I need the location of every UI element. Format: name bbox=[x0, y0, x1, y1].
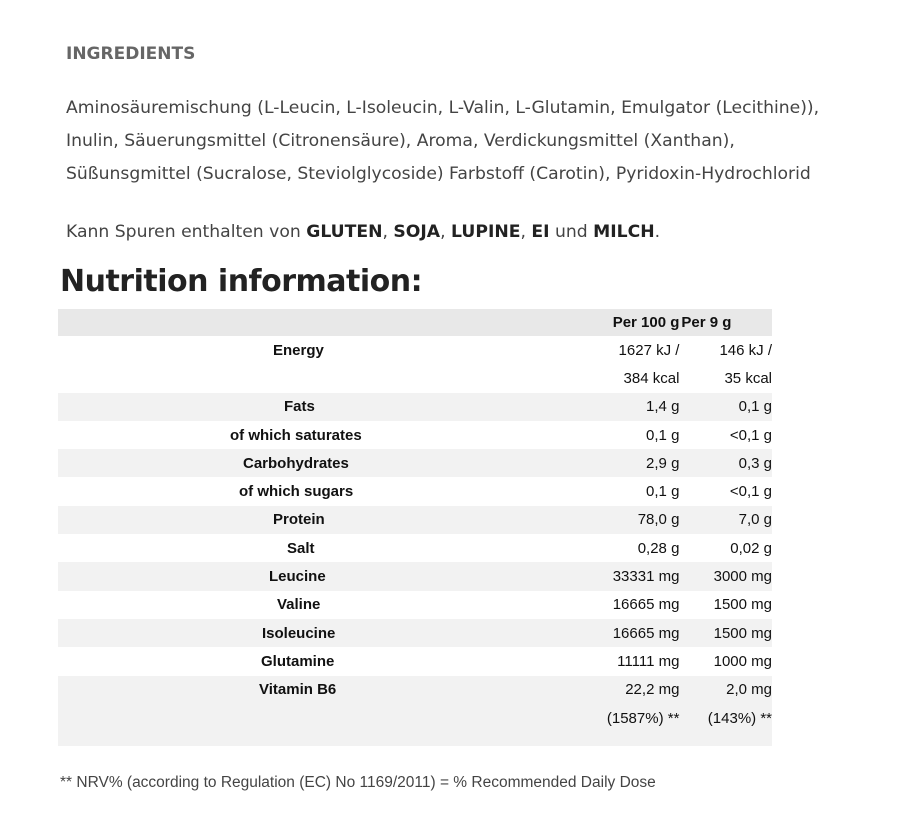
separator: , bbox=[440, 222, 452, 242]
value-per9: 3000 mg bbox=[679, 562, 772, 590]
value-per100: 1,4 g bbox=[607, 393, 680, 421]
table-row bbox=[58, 676, 772, 704]
nutrient-name: of which sugars bbox=[239, 483, 354, 501]
nutrient-name: Isoleucine bbox=[58, 619, 607, 647]
value-per9: 1500 mg bbox=[713, 596, 772, 614]
nutrient-name: Protein bbox=[58, 506, 607, 534]
table-row bbox=[58, 704, 772, 732]
value-per100: 0,28 g bbox=[637, 539, 680, 557]
allergen-soja: SOJA bbox=[393, 222, 441, 242]
value-per100: (1587%) ** bbox=[607, 704, 680, 732]
table-row bbox=[58, 336, 772, 364]
table-row bbox=[58, 364, 772, 392]
table-bottom-padding bbox=[58, 732, 772, 746]
value-per9: 0,3 g bbox=[679, 449, 772, 477]
value-per9: (143%) ** bbox=[679, 704, 772, 732]
separator: , bbox=[382, 222, 394, 242]
value-per9: <0,1 g bbox=[729, 483, 772, 501]
value-per9: 146 kJ / bbox=[719, 341, 772, 359]
value-per100: 0,1 g bbox=[646, 483, 680, 501]
header-blank bbox=[58, 309, 607, 336]
table-row bbox=[58, 647, 772, 675]
value-per100: 11111 mg bbox=[617, 652, 680, 670]
header-per100: Per 100 g bbox=[607, 309, 680, 336]
nrv-footnote: ** NRV% (according to Regulation (EC) No 1169/2011) = % Recommended Daily Dose bbox=[60, 774, 656, 791]
table-row bbox=[58, 534, 772, 562]
nutrient-name: Carbohydrates bbox=[58, 449, 607, 477]
nutrient-name: of which saturates bbox=[230, 426, 362, 444]
table-row bbox=[58, 393, 772, 421]
nutrient-name: Valine bbox=[277, 596, 321, 614]
ingredients-heading: INGREDIENTS bbox=[66, 44, 196, 64]
value-per9: 0,02 g bbox=[730, 539, 772, 557]
nutrient-name: Leucine bbox=[58, 562, 607, 590]
ingredients-line: Süßunsgmittel (Sucralose, Steviolglycoside) Farbstoff (Carotin), Pyridoxin-Hydrochlorid bbox=[66, 164, 811, 184]
allergen-ei: EI bbox=[531, 222, 550, 242]
allergen-lupine: LUPINE bbox=[451, 222, 521, 242]
value-per100: 78,0 g bbox=[607, 506, 680, 534]
nutrient-name: Salt bbox=[287, 539, 315, 557]
table-row bbox=[58, 591, 772, 619]
table-row bbox=[58, 421, 772, 449]
value-per100: 1627 kJ / bbox=[618, 341, 680, 359]
value-per100: 384 kcal bbox=[623, 369, 680, 387]
value-per100: 22,2 mg bbox=[607, 676, 680, 704]
nutrition-header-row bbox=[58, 309, 772, 336]
value-per100: 2,9 g bbox=[607, 449, 680, 477]
allergen-milch: MILCH bbox=[593, 222, 655, 242]
nutrient-name: Glutamine bbox=[261, 652, 335, 670]
ingredients-text bbox=[66, 92, 886, 191]
traces-prefix: Kann Spuren enthalten von bbox=[66, 222, 307, 242]
value-per9: <0,1 g bbox=[729, 426, 772, 444]
value-per9: 1500 mg bbox=[679, 619, 772, 647]
nutrition-table bbox=[58, 309, 772, 746]
allergen-traces bbox=[66, 218, 660, 246]
allergen-gluten: GLUTEN bbox=[306, 222, 383, 242]
table-row bbox=[58, 449, 772, 477]
value-per100: 33331 mg bbox=[607, 562, 680, 590]
value-per9: 35 kcal bbox=[724, 369, 772, 387]
nutrient-name: Vitamin B6 bbox=[58, 676, 607, 704]
ingredients-line: Aminosäuremischung (L-Leucin, L-Isoleucin, L-Valin, L-Glutamin, Emulgator (Lecithine)), bbox=[66, 98, 820, 118]
nutrient-name: Fats bbox=[58, 393, 607, 421]
padding-cell bbox=[607, 732, 680, 746]
value-per9: 0,1 g bbox=[679, 393, 772, 421]
nutrient-name bbox=[58, 704, 607, 732]
ingredients-line: Inulin, Säuerungsmittel (Citronensäure), Aroma, Verdickungsmittel (Xanthan), bbox=[66, 131, 735, 151]
value-per100: 0,1 g bbox=[646, 426, 680, 444]
value-per100: 16665 mg bbox=[607, 619, 680, 647]
nutrient-name: Energy bbox=[273, 341, 324, 359]
value-per100: 16665 mg bbox=[612, 596, 680, 614]
traces-end: . bbox=[654, 222, 661, 242]
nutrient-name bbox=[58, 364, 607, 392]
nutrition-heading: Nutrition information: bbox=[60, 264, 423, 299]
table-row bbox=[58, 506, 772, 534]
value-per9: 1000 mg bbox=[713, 652, 772, 670]
table-row bbox=[58, 477, 772, 505]
value-per9: 2,0 mg bbox=[679, 676, 772, 704]
padding-cell bbox=[58, 732, 607, 746]
padding-cell bbox=[679, 732, 772, 746]
header-per9: Per 9 g bbox=[679, 309, 772, 336]
separator: , bbox=[520, 222, 532, 242]
table-row bbox=[58, 562, 772, 590]
value-per9: 7,0 g bbox=[679, 506, 772, 534]
separator: und bbox=[549, 222, 594, 242]
table-row bbox=[58, 619, 772, 647]
